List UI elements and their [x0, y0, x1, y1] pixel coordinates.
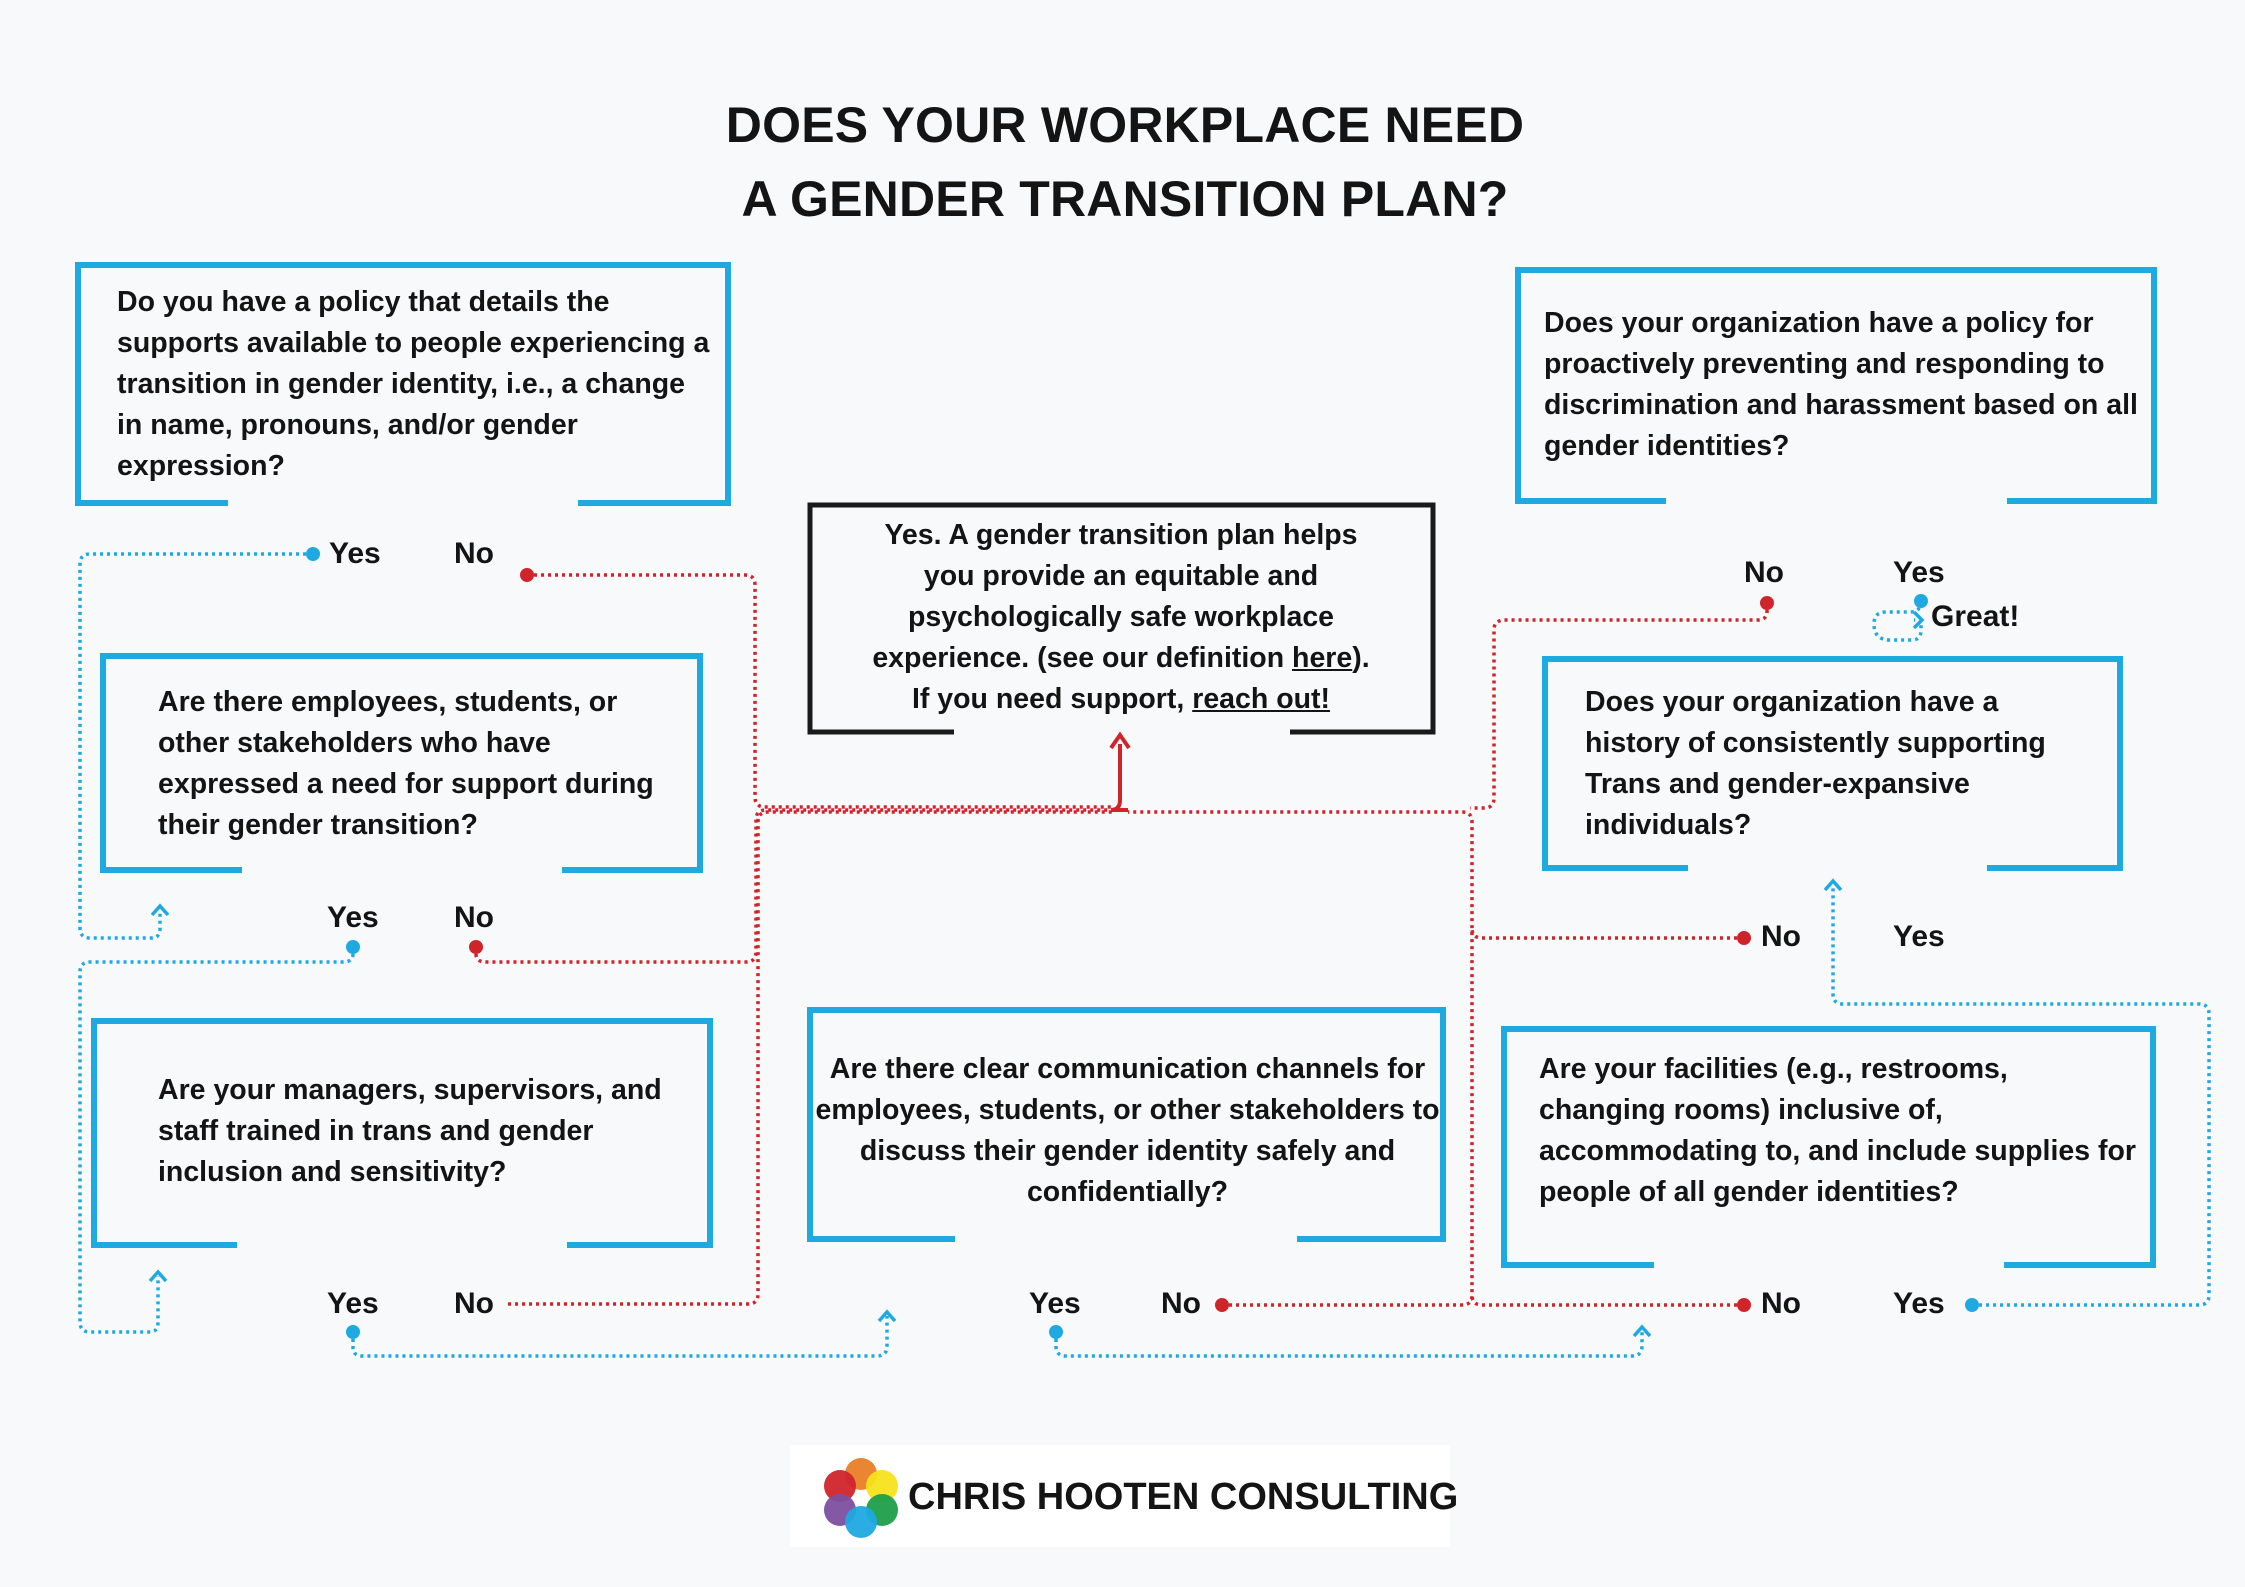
- result-line-5-text: If you need support,: [911, 683, 1193, 715]
- q7-yes-label: Yes: [1893, 556, 1945, 589]
- q4-question-text: Are there clear communication channels for employees, students, or other stakeholders to discuss their gender identity safely and confidentially?: [815, 1053, 1440, 1208]
- q1-question-text: Do you have a policy that details the supports available to people experiencing a transition in gender identity, i.e., a change in name, pronouns, and/or gender expression?: [117, 286, 710, 482]
- q3-yes-dot: [346, 1325, 360, 1339]
- q2-no-label: No: [454, 901, 494, 934]
- result-line-3: psychologically safe workplace: [907, 601, 1335, 633]
- result-line-1: Yes. A gender transition plan helps: [884, 519, 1358, 551]
- q2-no-dot: [469, 940, 483, 954]
- q1-yes-arrowhead: [152, 906, 168, 915]
- definition-here-link[interactable]: here: [1292, 642, 1353, 674]
- result-line-4-end: ).: [1352, 642, 1370, 674]
- reach-out-link[interactable]: reach out!: [1192, 683, 1331, 715]
- q2-yes-arrowhead: [150, 1272, 166, 1281]
- title-line-1: DOES YOUR WORKPLACE NEED: [725, 97, 1525, 153]
- q5-question-text: Are your facilities (e.g., restrooms, changing rooms) inclusive of, accommodating to, and include supplies for people of all gender identities?: [1539, 1053, 2136, 1208]
- q4-no-dot: [1215, 1298, 1229, 1312]
- q6-no-path: [1472, 928, 1744, 938]
- q6-yes-label: Yes: [1893, 920, 1945, 953]
- q1-yes-label: Yes: [329, 537, 381, 570]
- page-title: [560, 88, 1690, 236]
- q3-yes-path: [353, 1316, 887, 1356]
- q7-yes-dot: [1914, 594, 1928, 608]
- logo-dot-blue: [845, 1506, 877, 1538]
- q1-no-dot: [520, 568, 534, 582]
- result-text: [815, 515, 1427, 720]
- q4-no-label: No: [1161, 1287, 1201, 1320]
- result-arrow: [1111, 735, 1129, 810]
- q2-yes-label: Yes: [327, 901, 379, 934]
- q7-yes-loop-path: [1874, 601, 1921, 640]
- q7-no-label: No: [1744, 556, 1784, 589]
- q3-no-label: No: [454, 1287, 494, 1320]
- q7-question-text: Does your organization have a policy for proactively preventing and responding to discrimination and harassment based on all gender identities?: [1544, 307, 2138, 462]
- title-line-2: A GENDER TRANSITION PLAN?: [741, 171, 1509, 227]
- result-arrow-shaft: [1111, 744, 1120, 810]
- q4-yes-path: [1056, 1331, 1642, 1356]
- q6-no-dot: [1737, 931, 1751, 945]
- q7-no-dot: [1760, 596, 1774, 610]
- q4-yes-label: Yes: [1029, 1287, 1081, 1320]
- q5-no-path: [1472, 1295, 1744, 1305]
- q4-yes-dot: [1049, 1325, 1063, 1339]
- q1-no-label: No: [454, 537, 494, 570]
- q5-yes-dot: [1965, 1298, 1979, 1312]
- result-line-2: you provide an equitable and: [923, 560, 1319, 592]
- result-line-4: [815, 638, 1427, 679]
- q2-question-text: Are there employees, students, or other stakeholders who have expressed a need for support during their gender transition?: [158, 686, 654, 841]
- q1-yes-dot: [306, 547, 320, 561]
- q5-yes-label: Yes: [1893, 1287, 1945, 1320]
- q5-no-dot: [1737, 1298, 1751, 1312]
- q3-question-text: Are your managers, supervisors, and staff trained in trans and gender inclusion and sensitivity?: [158, 1074, 662, 1188]
- q5-no-label: No: [1761, 1287, 1801, 1320]
- company-name: CHRIS HOOTEN CONSULTING: [908, 1476, 1459, 1518]
- q7-great-label: Great!: [1931, 600, 2020, 633]
- result-line-4-text: experience. (see our definition: [872, 642, 1293, 674]
- result-line-5: [815, 679, 1427, 720]
- q6-question-text: Does your organization have a history of consistently supporting Trans and gender-expansive individuals?: [1585, 686, 2046, 841]
- q3-yes-label: Yes: [327, 1287, 379, 1320]
- q6-no-label: No: [1761, 920, 1801, 953]
- q2-yes-dot: [346, 940, 360, 954]
